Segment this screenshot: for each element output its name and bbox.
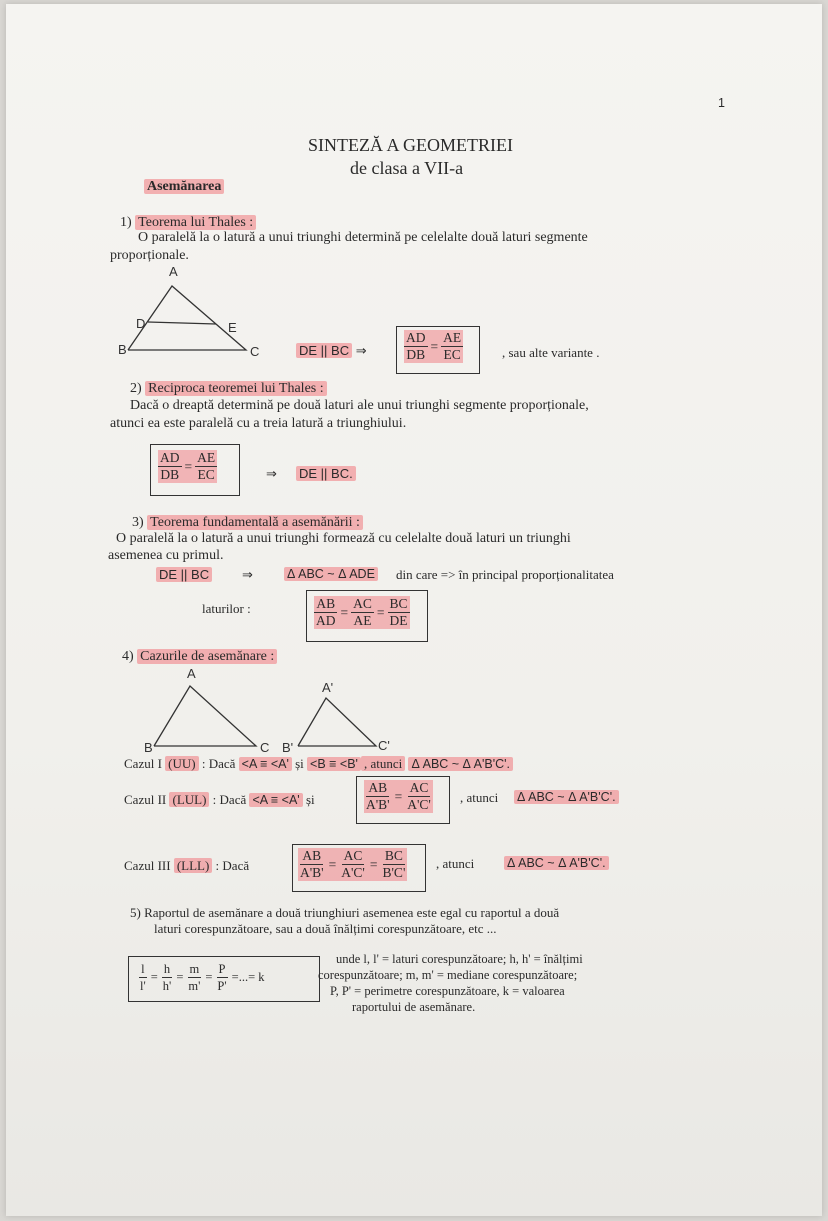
triangle-abc-big <box>154 686 256 746</box>
s2-arrow: ⇒ <box>266 466 277 481</box>
paper-page <box>6 4 822 1216</box>
s3-proportion: $\frac{AB}{AD}$ = $\frac{AC}{AE}$ = $\frac{BC}{DE}$ <box>316 596 408 628</box>
s1-condition: DE || BC ⇒ <box>296 343 367 359</box>
s5-ratio: $\frac{l}{l'}$ = $\frac{h}{h'}$ = $\frac{m}{m'}$ = $\frac{P}{P'}$ =...= k <box>140 962 265 993</box>
label-c-big: C <box>260 740 270 755</box>
s5-line1: 5) Raportul de asemănare a două triunghiuri asemenea este egal cu raportul a două <box>130 905 560 920</box>
s5-line2: laturi corespunzătoare, sau a două înălțimi corespunzătoare, etc ... <box>154 921 497 936</box>
caz2-line: Cazul II (LUL) : Dacă <A ≡ <A' și <box>124 792 315 807</box>
label-b: B <box>118 342 127 357</box>
label-a-big: A <box>187 666 196 681</box>
s1-line2: proporționale. <box>110 248 189 263</box>
s2-proportion: $\frac{AD}{DB}$ = $\frac{AE}{EC}$ <box>160 450 216 482</box>
page-title: SINTEZĂ A GEOMETRIEI <box>308 135 513 155</box>
label-a: A <box>169 264 178 279</box>
caz1-line: Cazul I (UU) : Dacă <A ≡ <A' și <B ≡ <B' , atunci Δ ABC ~ Δ A'B'C'. <box>124 756 513 772</box>
label-c-prime: C' <box>378 738 390 753</box>
s5-note2: corespunzătoare; m, m' = mediane corespunzătoare; <box>318 968 578 982</box>
caz3-line: Cazul III (LLL) : Dacă <box>124 858 250 873</box>
label-d: D <box>136 316 146 331</box>
triangle-thales-diagram <box>116 262 276 362</box>
caz3-proportion: $\frac{AB}{A'B'}$ = $\frac{AC}{A'C'}$ = $\frac{BC}{B'C'}$ <box>300 848 406 880</box>
label-a-prime: A' <box>322 680 334 695</box>
s3-condition: DE || BC <box>156 567 212 582</box>
s1-proportion: $\frac{AD}{DB}$ = $\frac{AE}{EC}$ <box>406 330 462 362</box>
label-c: C <box>250 344 260 359</box>
s3-laturilor: laturilor : <box>202 601 251 616</box>
triangle-abc-prime <box>298 698 376 746</box>
s5-note1: unde l, l' = laturi corespunzătoare; h, h' = înălțimi <box>336 952 583 966</box>
s1-tail: , sau alte variante . <box>502 345 600 360</box>
s1-line1: O paralelă la o latură a unui triunghi determină pe celelalte două laturi segmente <box>138 230 588 245</box>
label-b-big: B <box>144 740 153 755</box>
caz2-atunci: , atunci <box>460 790 499 805</box>
s5-note4: raportului de asemănare. <box>352 1000 476 1014</box>
caz2-similarity: Δ ABC ~ Δ A'B'C'. <box>514 790 619 804</box>
s3-line2: asemenea cu primul. <box>108 548 224 563</box>
s2-heading: 2) Reciproca teoremei lui Thales : <box>130 381 327 397</box>
s2-result: DE || BC. <box>296 466 356 481</box>
page-subtitle: de clasa a VII-a <box>350 158 464 178</box>
s2-line2: atunci ea este paralelă cu a treia latură a triunghiului. <box>110 416 407 431</box>
s1-heading: 1) Teorema lui Thales : <box>120 215 256 231</box>
s5-note3: P, P' = perimetre corespunzătoare, k = valoarea <box>330 984 565 998</box>
page-number: 1 <box>718 96 725 110</box>
segment-de <box>148 322 216 324</box>
s4-heading: 4) Cazurile de asemănare : <box>122 649 277 665</box>
triangle-abc <box>128 286 246 350</box>
label-b-prime: B' <box>282 740 294 755</box>
s3-arrow: ⇒ <box>242 567 253 582</box>
similar-triangles-diagram <box>142 664 402 756</box>
caz2-proportion: $\frac{AB}{A'B'}$ = $\frac{AC}{A'C'}$ <box>366 780 431 812</box>
caz3-atunci: , atunci <box>436 856 475 871</box>
s3-line1: O paralelă la o latură a unui triunghi formează cu celelalte două laturi un triunghi <box>116 531 571 546</box>
s3-heading: 3) Teorema fundamentală a asemănării : <box>132 515 363 531</box>
label-e: E <box>228 320 237 335</box>
s3-tail: din care => în principal proporționalitatea <box>396 567 614 582</box>
section-heading: Asemănarea <box>144 179 224 195</box>
caz3-similarity: Δ ABC ~ Δ A'B'C'. <box>504 856 609 870</box>
s3-similarity: Δ ABC ~ Δ ADE <box>284 567 378 581</box>
s2-line1: Dacă o dreaptă determină pe două laturi ale unui triunghi segmente proporționale, <box>130 398 589 413</box>
